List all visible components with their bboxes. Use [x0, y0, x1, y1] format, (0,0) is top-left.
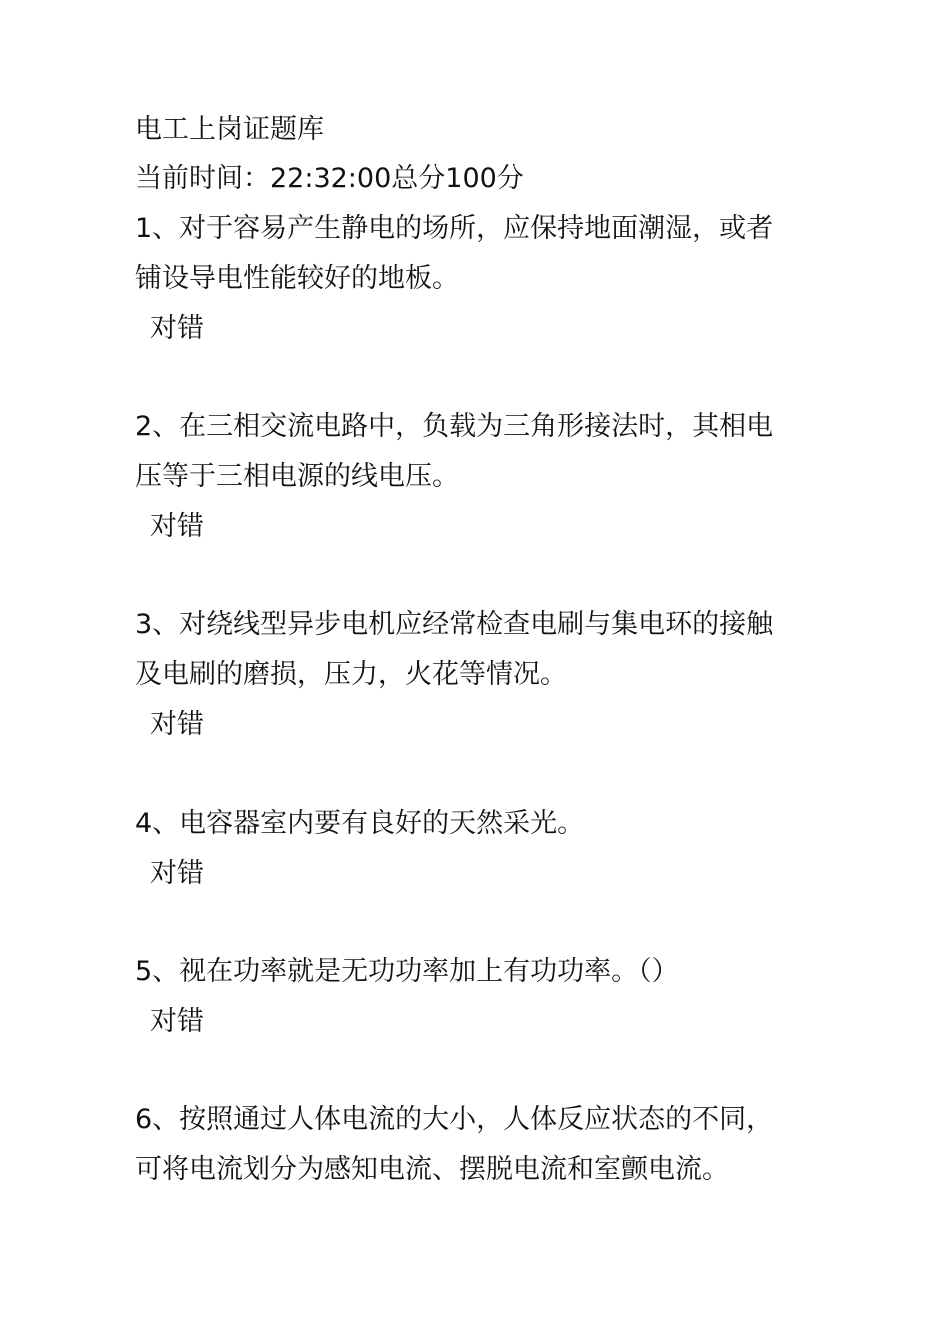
- question-text-line: 1、对于容易产生静电的场所，应保持地面潮湿，或者: [135, 213, 774, 244]
- question-text-line: 可将电流划分为感知电流、摆脱电流和室颤电流。: [135, 1154, 729, 1185]
- question-text-line: 压等于三相电源的线电压。: [135, 461, 459, 492]
- document-title: 电工上岗证题库: [135, 114, 324, 145]
- answer-options: 对错: [150, 313, 204, 344]
- question-text-line: 铺设导电性能较好的地板。: [135, 263, 459, 294]
- answer-options: 对错: [150, 1006, 204, 1037]
- document-meta: 当前时间：22:32:00总分100分: [135, 163, 524, 194]
- answer-options: 对错: [150, 709, 204, 740]
- answer-options: 对错: [150, 858, 204, 889]
- answer-options: 对错: [150, 511, 204, 542]
- question-text-line: 4、电容器室内要有良好的天然采光。: [135, 808, 585, 839]
- question-text-line: 及电刷的磨损，压力，火花等情况。: [135, 659, 567, 690]
- question-text-line: 5、视在功率就是无功功率加上有功功率。（）: [135, 956, 679, 987]
- question-text-line: 3、对绕线型异步电机应经常检查电刷与集电环的接触: [135, 609, 774, 640]
- question-text-line: 2、在三相交流电路中，负载为三角形接法时，其相电: [135, 411, 774, 442]
- question-text-line: 6、按照通过人体电流的大小，人体反应状态的不同，: [135, 1104, 774, 1135]
